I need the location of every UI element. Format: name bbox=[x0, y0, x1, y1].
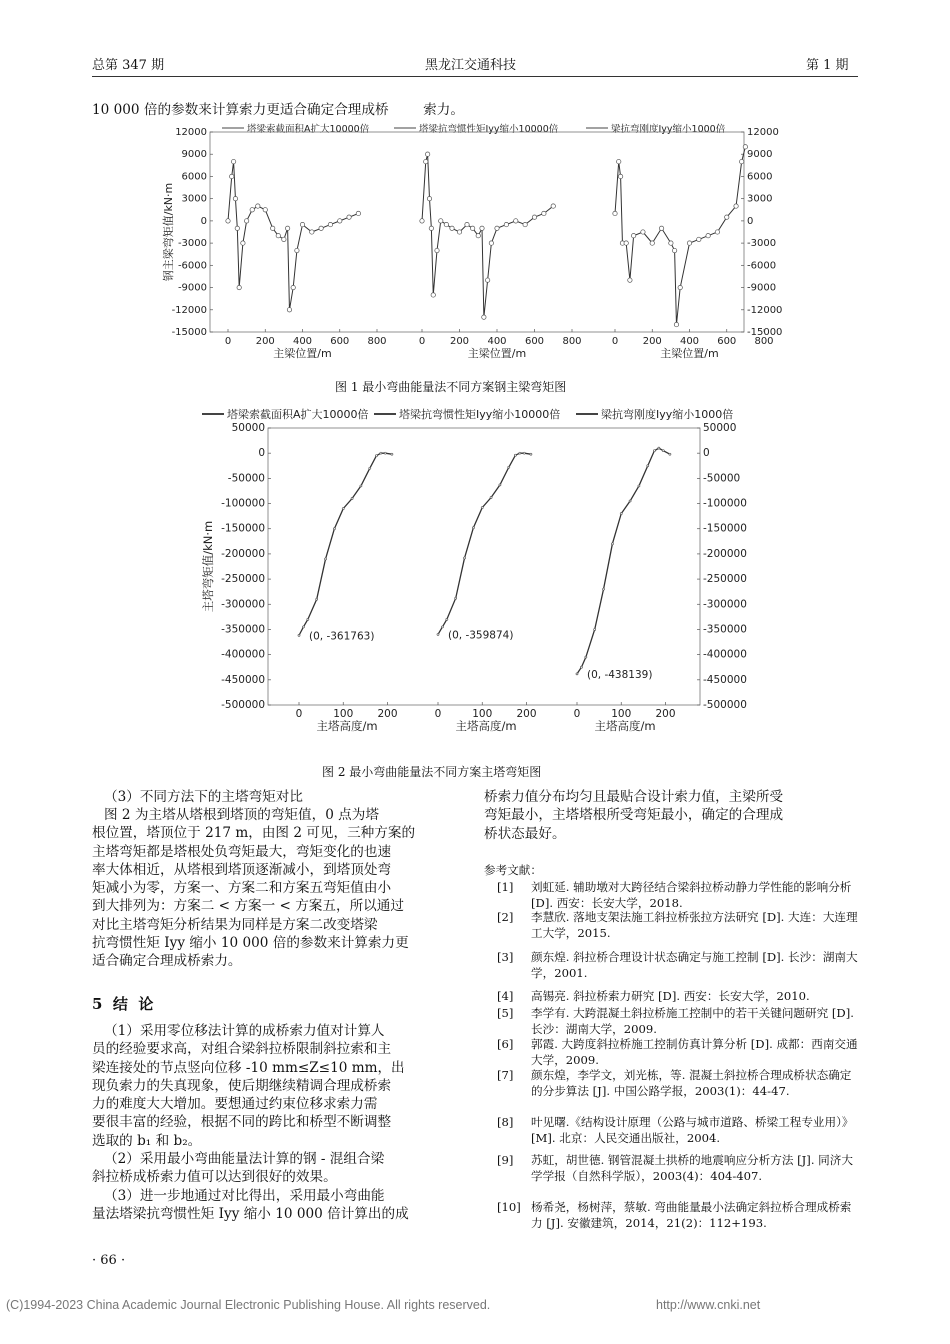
data-point bbox=[624, 241, 628, 245]
data-point bbox=[743, 145, 747, 149]
data-point bbox=[441, 626, 443, 628]
x-axis-label: 主塔高度/m bbox=[594, 719, 656, 733]
data-point bbox=[338, 219, 342, 223]
data-point bbox=[476, 234, 480, 238]
data-point bbox=[739, 159, 743, 163]
legend-label: 梁抗弯刚度Iyy缩小1000倍 bbox=[611, 124, 726, 135]
running-header-issue: 第 1 期 bbox=[806, 58, 849, 73]
y-tick-label: 50000 bbox=[231, 422, 265, 434]
x-tick-label: 800 bbox=[754, 336, 774, 347]
point-annotation: (0, -361763) bbox=[309, 630, 375, 643]
y-tick-label-right: -200000 bbox=[703, 547, 747, 560]
x-axis-label: 主梁位置/m bbox=[467, 347, 527, 360]
data-point bbox=[613, 211, 617, 215]
y-tick-label-right: 12000 bbox=[747, 127, 779, 138]
data-point bbox=[360, 485, 362, 487]
data-point bbox=[241, 241, 245, 245]
y-tick-label: 6000 bbox=[181, 171, 207, 183]
reference-number: [2] bbox=[497, 910, 514, 924]
x-tick-label: 800 bbox=[367, 336, 387, 347]
y-tick-label-right: 9000 bbox=[747, 149, 773, 161]
x-tick-label: 400 bbox=[292, 336, 313, 347]
y-tick-label: -6000 bbox=[177, 260, 207, 272]
data-point bbox=[446, 618, 448, 620]
data-point bbox=[435, 248, 439, 252]
data-point bbox=[424, 159, 428, 163]
reference-number: [9] bbox=[497, 1153, 514, 1167]
x-axis-label: 主塔高度/m bbox=[316, 719, 378, 733]
reference-number: [5] bbox=[497, 1006, 514, 1020]
references-title: 参考文献： bbox=[484, 863, 542, 877]
y-tick-label-right: -15000 bbox=[747, 327, 783, 338]
y-tick-label-right: 50000 bbox=[703, 422, 737, 434]
data-point bbox=[580, 666, 582, 668]
data-point bbox=[628, 278, 632, 282]
text-line: 根位置，塔顶位于 217 m，由图 2 可见，三种方案的 bbox=[92, 825, 416, 842]
data-point bbox=[310, 230, 314, 234]
text-line: （3）进一步地通过对比得出，采用最小弯曲能 bbox=[104, 1187, 385, 1204]
y-tick-label-right: -450000 bbox=[703, 673, 747, 686]
y-tick-label-right: -50000 bbox=[703, 472, 741, 485]
data-point bbox=[669, 453, 671, 455]
legend-label: 塔梁抗弯惯性矩Iyy缩小10000倍 bbox=[419, 124, 559, 135]
data-point bbox=[641, 230, 645, 234]
data-point bbox=[369, 467, 371, 469]
data-point bbox=[319, 226, 323, 230]
data-point bbox=[504, 222, 508, 226]
y-tick-label-right: -300000 bbox=[703, 598, 747, 611]
x-tick-label: 200 bbox=[655, 708, 676, 720]
y-tick-label: -15000 bbox=[171, 327, 207, 338]
data-point bbox=[439, 219, 443, 223]
text-line: 适合确定合理成桥索力。 bbox=[92, 953, 242, 970]
text-line: 力的难度大大增加。要想通过约束位移求索力需 bbox=[92, 1096, 378, 1113]
series-line-2 bbox=[422, 154, 553, 317]
y-tick-label: -150000 bbox=[221, 522, 265, 535]
cnki-url: http://www.cnki.net bbox=[656, 1298, 761, 1312]
point-annotation: (0, -438139) bbox=[587, 668, 653, 681]
text-line: 选取的 b₁ 和 b₂。 bbox=[92, 1132, 202, 1149]
reference-number: [8] bbox=[497, 1115, 514, 1129]
y-tick-label-right: -6000 bbox=[747, 260, 777, 272]
x-tick-label: 0 bbox=[573, 708, 581, 720]
data-point bbox=[489, 241, 493, 245]
data-point bbox=[298, 634, 300, 636]
reference-number: [1] bbox=[497, 880, 514, 894]
text-line: 梁连接处的节点竖向位移 -10 mm≤Z≤10 mm，出 bbox=[92, 1059, 405, 1076]
running-header-left: 总第 347 期 bbox=[92, 58, 165, 73]
data-point bbox=[603, 588, 605, 590]
data-point bbox=[551, 204, 555, 208]
text-line: 斜拉桥成桥索力值可以达到很好的效果。 bbox=[92, 1169, 337, 1186]
reference-text: 李慧欣. 落地支架法施工斜拉桥张拉方法研究 [D]. 大连：大连理工大学，2015. bbox=[531, 910, 858, 940]
section-title-conclusion: 5 结 论 bbox=[92, 995, 154, 1013]
data-point bbox=[617, 159, 621, 163]
y-tick-label: -500000 bbox=[221, 699, 265, 711]
text-line: 到大排列为：方案二 < 方案一 < 方案五，所以通过 bbox=[92, 898, 404, 915]
y-tick-label: -400000 bbox=[221, 648, 265, 661]
data-point bbox=[706, 234, 710, 238]
data-point bbox=[490, 497, 492, 499]
intro-line: 10 000 倍的参数来计算索力更适合确定合理成桥 索力。 bbox=[92, 102, 464, 118]
x-tick-label: 200 bbox=[255, 336, 275, 347]
y-tick-label-right: 6000 bbox=[747, 171, 773, 183]
x-tick-label: 400 bbox=[487, 336, 507, 347]
data-point bbox=[499, 484, 501, 486]
data-point bbox=[444, 222, 448, 226]
y-tick-label-right: -150000 bbox=[703, 522, 747, 535]
y-tick-label-right: 0 bbox=[703, 447, 710, 460]
reference-text: 叶见曙.《结构设计原理（公路与城市道路、桥梁工程专业用）》[M]. 北京：人民交通出版社，2004. bbox=[531, 1115, 854, 1145]
plot-frame bbox=[268, 428, 700, 705]
page-number: · 66 · bbox=[92, 1253, 126, 1268]
data-point bbox=[302, 626, 304, 628]
data-point bbox=[233, 196, 237, 200]
text-line: 员的经验要求高，对组合梁斜拉桥限制斜拉索和主 bbox=[92, 1041, 392, 1058]
data-point bbox=[647, 465, 649, 467]
reference-number: [3] bbox=[497, 950, 514, 964]
data-point bbox=[427, 196, 431, 200]
x-tick-label: 800 bbox=[562, 336, 582, 347]
data-point bbox=[316, 598, 318, 600]
text-line: 对比主塔弯矩分析结果为同样是方案二改变塔梁 bbox=[92, 916, 378, 933]
y-tick-label: -200000 bbox=[221, 547, 265, 560]
data-point bbox=[508, 466, 510, 468]
data-point bbox=[464, 557, 466, 559]
text-line: 矩减小为零，方案一、方案二和方案五弯矩值由小 bbox=[92, 880, 392, 897]
reference-text: 刘虹延. 辅助墩对大跨径结合梁斜拉桥动静力学性能的影响分析 [D]. 西安：长安大学，2018. bbox=[531, 880, 852, 910]
y-tick-label: -250000 bbox=[221, 573, 265, 586]
figure-1-caption: 图 1 最小弯曲能量法不同方案钢主梁弯矩图 bbox=[335, 380, 567, 394]
data-point bbox=[250, 208, 254, 212]
data-point bbox=[485, 278, 489, 282]
data-point bbox=[585, 656, 587, 658]
y-tick-label-right: -400000 bbox=[703, 648, 747, 661]
legend-label: 塔梁索截面积A扩大10000倍 bbox=[247, 124, 370, 135]
y-tick-label-right: -100000 bbox=[703, 497, 747, 510]
data-point bbox=[481, 507, 483, 509]
y-tick-label-right: -350000 bbox=[703, 623, 747, 636]
x-axis-label: 主梁位置/m bbox=[660, 347, 719, 360]
data-point bbox=[276, 234, 280, 238]
data-point bbox=[653, 450, 655, 452]
data-point bbox=[263, 208, 267, 212]
data-point bbox=[347, 215, 351, 219]
x-tick-label: 200 bbox=[449, 336, 470, 347]
y-tick-label: 9000 bbox=[181, 149, 207, 161]
data-point bbox=[287, 308, 291, 312]
data-point bbox=[300, 222, 304, 226]
data-point bbox=[244, 219, 248, 223]
y-tick-label: 0 bbox=[200, 215, 207, 227]
text-line: （1）采用零位移法计算的成桥索力值对计算人 bbox=[104, 1023, 385, 1039]
y-tick-label: -12000 bbox=[171, 304, 207, 316]
x-tick-label: 100 bbox=[611, 708, 632, 720]
x-tick-label: 0 bbox=[295, 708, 303, 720]
data-point bbox=[384, 452, 386, 454]
y-tick-label-right: -9000 bbox=[747, 282, 777, 294]
data-point bbox=[291, 285, 295, 289]
x-tick-label: 400 bbox=[679, 336, 700, 347]
reference-number: [6] bbox=[497, 1037, 514, 1051]
y-tick-label: -350000 bbox=[221, 623, 265, 636]
data-point bbox=[638, 485, 640, 487]
reference-number: [4] bbox=[497, 989, 514, 1003]
data-point bbox=[226, 219, 230, 223]
y-tick-label: 0 bbox=[258, 447, 265, 460]
point-annotation: (0, -359874) bbox=[448, 629, 514, 642]
data-point bbox=[425, 152, 429, 156]
y-tick-label-right: 0 bbox=[747, 215, 754, 227]
data-point bbox=[687, 241, 691, 245]
reference-text: 郭霞. 大跨度斜拉桥施工控制仿真计算分析 [D]. 成都：西南交通大学，2009. bbox=[531, 1037, 858, 1067]
data-point bbox=[629, 500, 631, 502]
data-point bbox=[351, 498, 353, 500]
data-point bbox=[256, 204, 260, 208]
reference-number: [7] bbox=[497, 1068, 514, 1082]
data-point bbox=[431, 293, 435, 297]
x-tick-label: 0 bbox=[224, 336, 232, 347]
data-point bbox=[356, 211, 360, 215]
data-point bbox=[594, 628, 596, 630]
data-point bbox=[611, 543, 613, 545]
y-tick-label: -50000 bbox=[227, 472, 265, 485]
data-point bbox=[715, 230, 719, 234]
data-point bbox=[514, 219, 518, 223]
figure-2-tower-moment-chart bbox=[150, 404, 790, 754]
data-point bbox=[465, 222, 469, 226]
data-point bbox=[295, 248, 299, 252]
data-point bbox=[480, 226, 484, 230]
text-line: 弯矩最小，主塔塔根所受弯矩最小，确定的合理成 bbox=[484, 807, 784, 824]
x-tick-label: 600 bbox=[717, 336, 737, 347]
data-point bbox=[495, 226, 499, 230]
y-tick-label-right: -12000 bbox=[747, 304, 783, 316]
y-tick-label-right: -500000 bbox=[703, 699, 747, 711]
running-header-journal: 黑龙江交通科技 bbox=[425, 58, 517, 73]
series-line-2 bbox=[438, 453, 531, 634]
data-point bbox=[333, 528, 335, 530]
data-point bbox=[659, 226, 663, 230]
data-point bbox=[482, 315, 486, 319]
data-point bbox=[285, 226, 289, 230]
conclusion-1 bbox=[92, 1022, 464, 1223]
data-point bbox=[375, 455, 377, 457]
y-tick-label-right: -250000 bbox=[703, 573, 747, 586]
series-line-1 bbox=[299, 453, 392, 635]
y-tick-label: -9000 bbox=[177, 282, 207, 294]
data-point bbox=[230, 174, 234, 178]
reference-text: 李学有. 大跨混凝土斜拉桥施工控制中的若干关键问题研究 [D]. 长沙：湖南大学，2009. bbox=[531, 1006, 854, 1036]
y-tick-label: -450000 bbox=[221, 673, 265, 686]
data-point bbox=[437, 633, 439, 635]
x-tick-label: 200 bbox=[516, 708, 537, 720]
x-tick-label: 200 bbox=[642, 336, 662, 347]
data-point bbox=[472, 527, 474, 529]
x-axis-label: 主塔高度/m bbox=[455, 719, 517, 733]
data-point bbox=[457, 230, 461, 234]
data-point bbox=[235, 226, 239, 230]
data-point bbox=[231, 159, 235, 163]
data-point bbox=[650, 241, 654, 245]
conclusion-3-continued bbox=[484, 788, 864, 843]
tower-moment-paragraph bbox=[92, 806, 462, 971]
legend-label: 塔梁抗弯惯性矩Iyy缩小10000倍 bbox=[399, 408, 561, 421]
data-point bbox=[282, 237, 286, 241]
data-point bbox=[519, 452, 521, 454]
data-point bbox=[576, 673, 578, 675]
data-point bbox=[380, 452, 382, 454]
data-point bbox=[429, 226, 433, 230]
data-point bbox=[658, 447, 660, 449]
text-line: 现负索力的失真现象，使后期继续精调合理成桥索 bbox=[92, 1077, 392, 1094]
data-point bbox=[532, 215, 536, 219]
legend-label: 塔梁索截面积A扩大10000倍 bbox=[227, 408, 369, 421]
data-point bbox=[523, 222, 527, 226]
text-line: 抗弯惯性矩 Iyy 缩小 10 000 倍的参数来计算索力更 bbox=[92, 935, 409, 952]
y-axis-label: 钢主梁弯矩值/kN·m bbox=[162, 182, 175, 282]
series-line-3 bbox=[577, 448, 670, 674]
data-point bbox=[391, 453, 393, 455]
reference-number: [10] bbox=[497, 1200, 521, 1214]
x-tick-label: 0 bbox=[611, 336, 619, 347]
text-line: 主塔弯矩都是塔根处负弯矩最大，弯矩变化的也速 bbox=[92, 843, 392, 860]
reference-text: 颜东煌，李学文，刘光栋，等. 混凝土斜拉桥合理成桥状态确定的分步算法 [J]. 中国公路学报，2003(1)：44-47. bbox=[531, 1068, 852, 1098]
text-line: 桥索力值分布均匀且最贴合设计索力值，主梁所受 bbox=[484, 789, 784, 805]
data-point bbox=[672, 248, 676, 252]
reference-text: 杨希尧，杨树萍，蔡敏. 弯曲能量最小法确定斜拉桥合理成桥索力 [J]. 安徽建筑，2014，21(2)：112+193. bbox=[531, 1200, 852, 1230]
data-point bbox=[325, 558, 327, 560]
data-point bbox=[542, 211, 546, 215]
text-line: （2）采用最小弯曲能量法计算的钢 - 混组合梁 bbox=[104, 1151, 385, 1168]
header-rule bbox=[92, 76, 858, 77]
y-tick-label-right: -3000 bbox=[747, 238, 777, 250]
x-tick-label: 100 bbox=[333, 708, 354, 720]
text-line: 图 2 为主塔从塔根到塔顶的弯矩值，0 点为塔 bbox=[104, 807, 379, 823]
reference-text: 高锡亮. 斜拉桥索力研究 [D]. 西安：长安大学，2010. bbox=[531, 989, 810, 1003]
data-point bbox=[455, 597, 457, 599]
data-point bbox=[618, 174, 622, 178]
data-point bbox=[662, 450, 664, 452]
y-tick-label-right: 3000 bbox=[747, 193, 773, 205]
data-point bbox=[669, 241, 673, 245]
x-tick-label: 200 bbox=[377, 708, 398, 720]
x-tick-label: 100 bbox=[472, 708, 493, 720]
data-point bbox=[307, 618, 309, 620]
data-point bbox=[328, 222, 332, 226]
data-point bbox=[734, 204, 738, 208]
y-tick-label: 3000 bbox=[181, 193, 207, 205]
data-point bbox=[674, 322, 678, 326]
x-tick-label: 0 bbox=[434, 708, 442, 720]
text-line: 量法塔梁抗弯惯性矩 Iyy 缩小 10 000 倍计算出的成 bbox=[92, 1205, 409, 1222]
legend-label: 梁抗弯刚度Iyy缩小1000倍 bbox=[601, 408, 734, 421]
data-point bbox=[271, 226, 275, 230]
data-point bbox=[523, 452, 525, 454]
data-point bbox=[342, 508, 344, 510]
data-point bbox=[620, 513, 622, 515]
y-tick-label: -300000 bbox=[221, 598, 265, 611]
reference-text: 苏虹，胡世德. 钢管混凝土拱桥的地震响应分析方法 [J]. 同济大学学报（自然科学版），2003(4)：404-407. bbox=[531, 1153, 853, 1183]
paragraph-heading-3: （3）不同方法下的主塔弯矩对比 bbox=[104, 789, 303, 805]
y-tick-label: 12000 bbox=[175, 127, 207, 138]
x-tick-label: 600 bbox=[330, 336, 350, 347]
x-tick-label: 600 bbox=[524, 336, 545, 347]
figure-2-caption: 图 2 最小弯曲能量法不同方案主塔弯矩图 bbox=[322, 765, 542, 779]
data-point bbox=[697, 237, 701, 241]
text-line: 要很丰富的经验，根据不同的跨比和桥型不断调整 bbox=[92, 1114, 392, 1131]
data-point bbox=[420, 219, 424, 223]
text-line: 桥状态最好。 bbox=[484, 825, 566, 842]
reference-text: 颜东煌. 斜拉桥合理设计状态确定与施工控制 [D]. 长沙：湖南大学，2001. bbox=[531, 950, 858, 980]
x-tick-label: 0 bbox=[418, 336, 426, 347]
y-tick-label: -3000 bbox=[177, 238, 207, 250]
text-line: 率大体相近，从塔根到塔顶逐渐减小，到塔顶处弯 bbox=[92, 861, 392, 878]
data-point bbox=[237, 285, 241, 289]
copyright-footer: (C)1994-2023 China Academic Journal Electronic Publishing House. All rights reserved. bbox=[6, 1298, 491, 1312]
x-axis-label: 主梁位置/m bbox=[273, 347, 332, 360]
data-point bbox=[725, 215, 729, 219]
data-point bbox=[514, 454, 516, 456]
data-point bbox=[678, 285, 682, 289]
y-tick-label: -100000 bbox=[221, 497, 265, 510]
data-point bbox=[631, 234, 635, 238]
figure-1-beam-moment-chart bbox=[150, 122, 790, 372]
data-point bbox=[450, 226, 454, 230]
y-axis-label: 主塔弯矩值/kN·m bbox=[201, 520, 215, 613]
data-point bbox=[470, 226, 474, 230]
data-point bbox=[530, 453, 532, 455]
